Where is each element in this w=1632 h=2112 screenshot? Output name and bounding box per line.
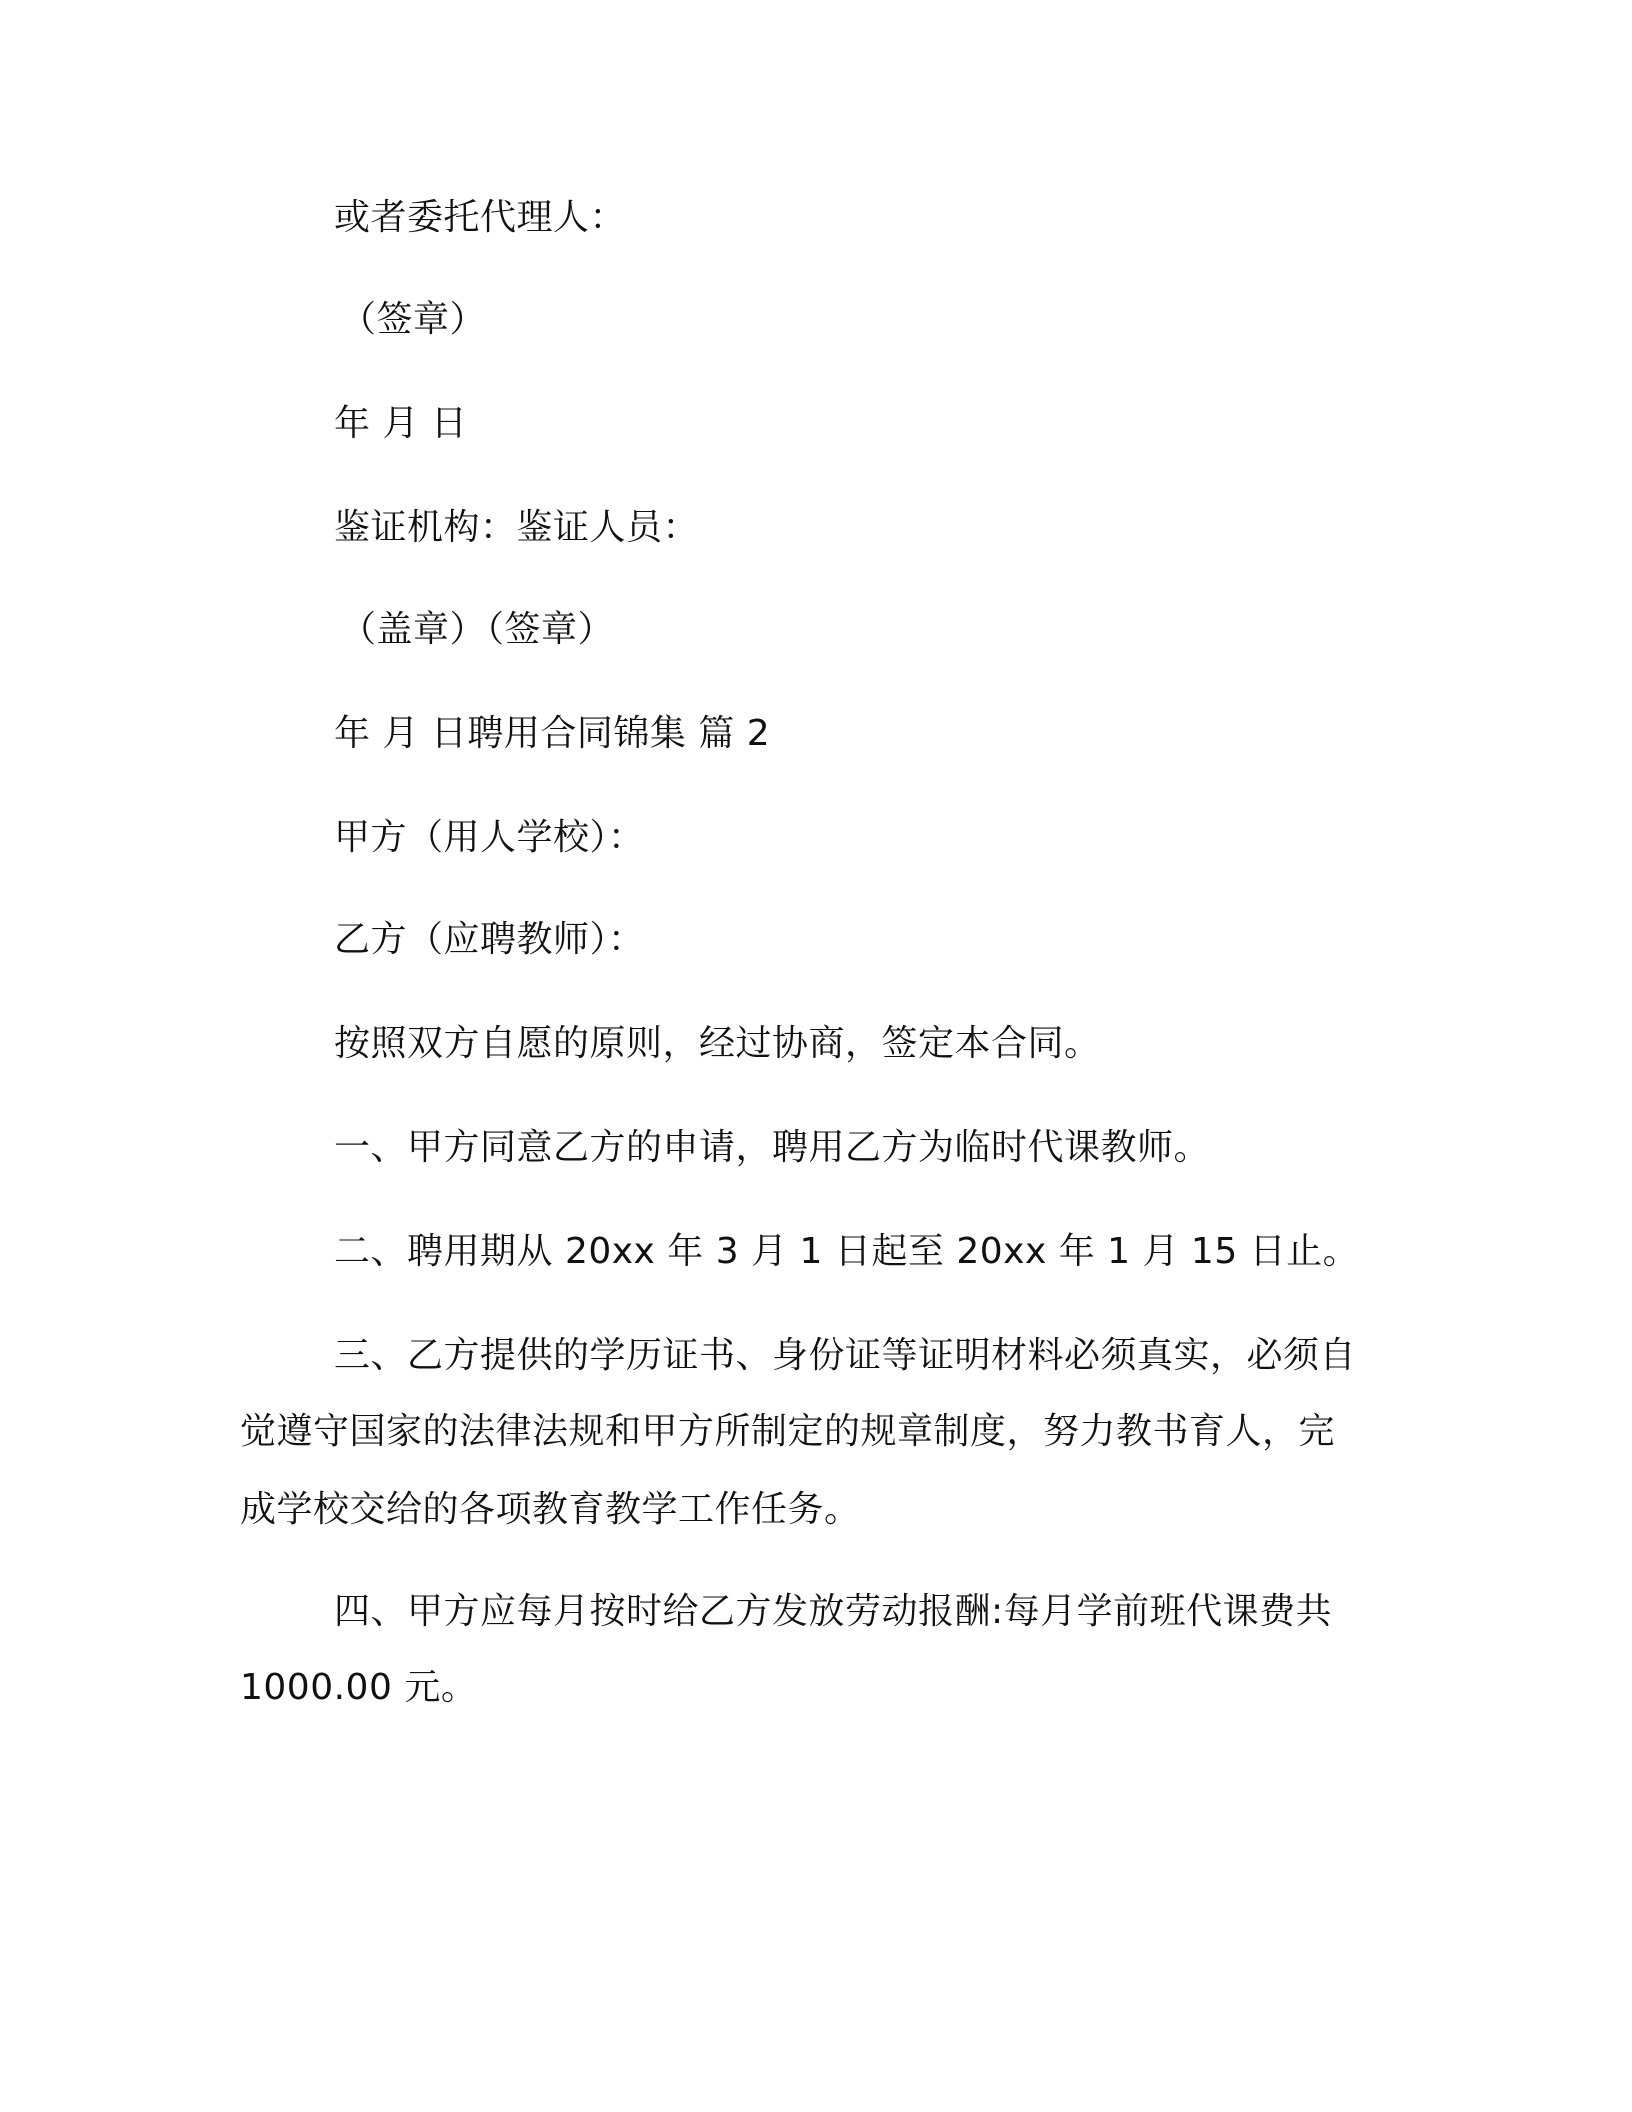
verification-label: 鉴证机构：鉴证人员： bbox=[334, 507, 700, 548]
clause-3-line-2: 觉遵守国家的法律法规和甲方所制定的规章制度，努力教书育人，完 bbox=[240, 1411, 1336, 1452]
clause-2: 二、聘用期从 20xx 年 3 月 1 日起至 20xx 年 1 月 15 日止。 bbox=[334, 1231, 1360, 1272]
clause-4-line-2: 1000.00 元。 bbox=[240, 1667, 478, 1708]
party-b-label: 乙方（应聘教师）： bbox=[334, 919, 645, 960]
date-and-section-title: 年 月 日聘用合同锦集 篇 2 bbox=[334, 713, 771, 754]
party-a-label: 甲方（用人学校）： bbox=[334, 817, 645, 858]
clause-4-line-1: 四、甲方应每月按时给乙方发放劳动报酬:每月学前班代课费共 bbox=[334, 1591, 1333, 1632]
clause-3-line-1: 三、乙方提供的学历证书、身份证等证明材料必须真实，必须自 bbox=[334, 1335, 1357, 1376]
clause-3-line-3: 成学校交给的各项教育教学工作任务。 bbox=[240, 1489, 861, 1530]
clause-1: 一、甲方同意乙方的申请，聘用乙方为临时代课教师。 bbox=[334, 1127, 1211, 1168]
agent-signature-label: 或者委托代理人： bbox=[334, 197, 627, 238]
date-line-1: 年 月 日 bbox=[334, 403, 468, 444]
seal-signature-marks: （盖章）（签章） bbox=[340, 609, 615, 650]
intro-paragraph: 按照双方自愿的原则，经过协商，签定本合同。 bbox=[334, 1023, 1101, 1064]
signature-mark-1: （签章） bbox=[340, 299, 487, 340]
